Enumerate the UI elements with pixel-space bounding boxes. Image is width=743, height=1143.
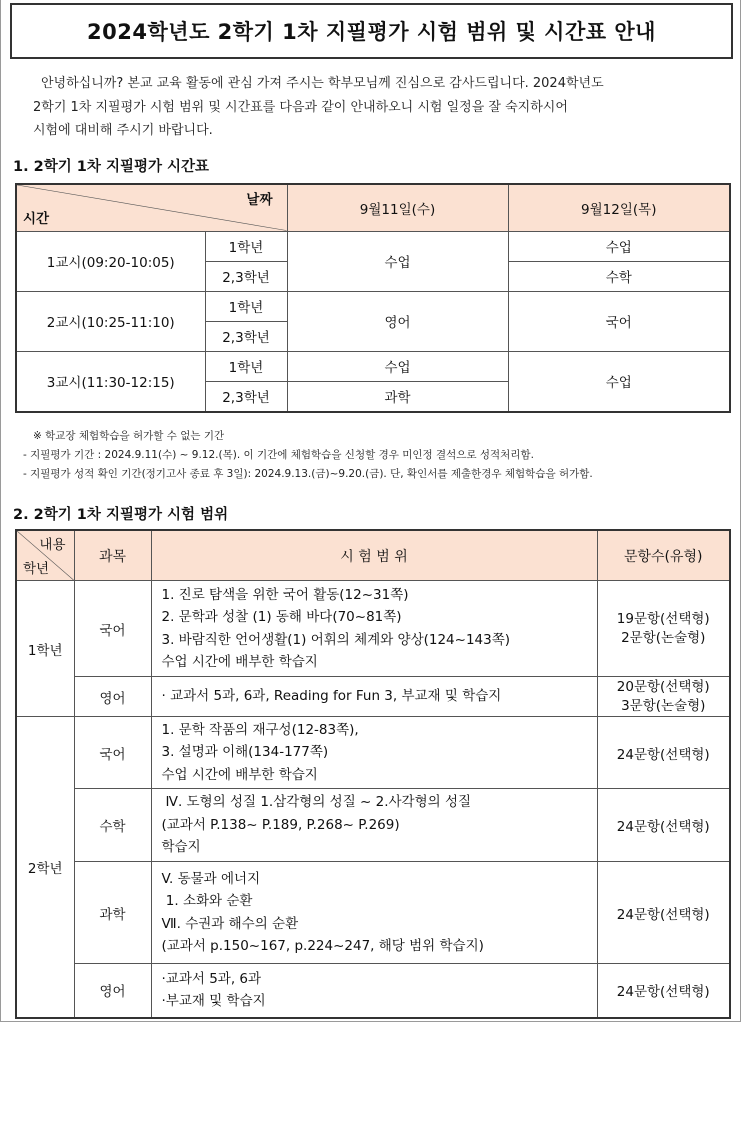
range-line: 수업 시간에 배부한 학습지 <box>161 766 318 783</box>
period-label: 1교시(09:20-10:05) <box>16 231 205 291</box>
subject-cell: 수학 <box>74 789 151 862</box>
range-line: Ⅳ. 도형의 성질 1.삼각형의 성질 ~ 2.사각형의 성질 <box>165 794 472 811</box>
grade-cell: 2,3학년 <box>205 321 287 351</box>
count-line: 20문항(선택형) <box>616 678 710 695</box>
exam-cell: 수학 <box>508 261 730 291</box>
count-cell: 24문항(선택형) <box>597 789 730 862</box>
range-line: 1. 진로 탐색을 위한 국어 활동(12~31쪽) <box>161 586 409 603</box>
grade-cell: 1학년 <box>205 291 287 321</box>
grade-cell: 2,3학년 <box>205 261 287 291</box>
intro-line-3: 시험에 대비해 주시기 바랍니다. <box>33 123 213 138</box>
exam-cell: 국어 <box>508 291 730 351</box>
note-line: - 지필평가 성적 확인 기간(정기고사 종료 후 3일): 2024.9.13.(금)~9.20.(금). 단, 확인서를 제출한경우 체험학습을 허가함. <box>23 468 593 480</box>
date-header-1: 9월11일(수) <box>287 184 508 231</box>
timetable-corner-cell <box>16 184 287 231</box>
count-line: 19문항(선택형) <box>616 610 710 627</box>
page-title: 2024학년도 2학기 1차 지필평가 시험 범위 및 시간표 안내 <box>10 3 733 59</box>
corner-date-label: 날짜 <box>246 192 273 208</box>
grade-label: 2학년 <box>16 717 74 1018</box>
range-corner-cell <box>16 530 74 581</box>
period-label: 2교시(10:25-11:10) <box>16 291 205 351</box>
subject-cell: 국어 <box>74 581 151 677</box>
range-cell <box>151 717 597 789</box>
range-line: ·부교재 및 학습지 <box>161 993 266 1010</box>
count-line: 3문항(논술형) <box>621 697 706 714</box>
intro-line-1: 안녕하십니까? 본교 교육 활동에 관심 가져 주시는 학부모님께 진심으로 감사드립니다. 2024학년도 <box>41 76 604 91</box>
range-line: ·교과서 5과, 6과 <box>161 970 262 987</box>
exam-cell: 수업 <box>287 351 508 381</box>
exam-cell: 수업 <box>287 231 508 291</box>
subject-cell: 과학 <box>74 862 151 964</box>
range-line: 3. 설명과 이해(134-177쪽) <box>161 744 329 761</box>
section2-title: 2. 2학기 1차 지필평가 시험 범위 <box>13 507 229 523</box>
range-cell <box>151 964 597 1018</box>
grade-label: 1학년 <box>16 581 74 717</box>
exam-cell: 과학 <box>287 381 508 412</box>
corner-content-label: 내용 <box>39 537 66 553</box>
exam-cell: 영어 <box>287 291 508 351</box>
grade-cell: 1학년 <box>205 231 287 261</box>
exam-cell: 수업 <box>508 351 730 412</box>
count-line: 2문항(논술형) <box>621 629 706 646</box>
count-cell: 24문항(선택형) <box>597 717 730 789</box>
exam-range-table <box>15 529 731 1019</box>
subject-cell: 영어 <box>74 964 151 1018</box>
corner-grade-label: 학년 <box>23 561 50 577</box>
range-header: 시 험 범 위 <box>151 530 597 581</box>
date-header-2: 9월12일(목) <box>508 184 730 231</box>
count-cell <box>597 677 730 717</box>
range-line: V. 동물과 에너지 <box>161 870 261 887</box>
range-line: 학습지 <box>161 839 201 856</box>
grade-cell: 1학년 <box>205 351 287 381</box>
note-line: - 지필평가 기간 : 2024.9.11(수) ~ 9.12.(목). 이 기간에 체험학습을 신청할 경우 미인정 결석으로 성적처리함. <box>23 449 534 461</box>
range-line: Ⅶ. 수권과 해수의 순환 <box>161 915 299 932</box>
corner-time-label: 시간 <box>23 210 50 227</box>
intro-line-2: 2학기 1차 지필평가 시험 범위 및 시간표를 다음과 같이 안내하오니 시험 일정을 잘 숙지하시어 <box>33 99 568 115</box>
count-cell: 24문항(선택형) <box>597 964 730 1018</box>
grade-cell: 2,3학년 <box>205 381 287 412</box>
range-line: 1. 소화와 순환 <box>161 893 253 909</box>
subject-cell: 국어 <box>74 717 151 789</box>
range-line: (교과서 P.138~ P.189, P.268~ P.269) <box>161 816 400 833</box>
note-heading: ※ 학교장 체험학습을 허가할 수 없는 기간 <box>33 430 225 442</box>
intro-paragraph <box>33 72 723 143</box>
range-line: 1. 문학 작품의 재구성(12-83쪽), <box>161 721 359 738</box>
notes <box>23 427 738 484</box>
range-cell: · 교과서 5과, 6과, Reading for Fun 3, 부교재 및 학습지 <box>151 677 597 717</box>
range-cell <box>151 862 597 964</box>
range-line: (교과서 p.150~167, p.224~247, 해당 범위 학습지) <box>161 938 484 954</box>
range-line: 3. 바람직한 언어생활(1) 어휘의 체계와 양상(124~143쪽) <box>161 631 511 648</box>
period-label: 3교시(11:30-12:15) <box>16 351 205 412</box>
section1-title: 1. 2학기 1차 지필평가 시간표 <box>13 159 210 175</box>
range-cell <box>151 581 597 677</box>
range-line: 2. 문학과 성찰 (1) 동해 바다(70~81쪽) <box>161 609 402 625</box>
range-line: 수업 시간에 배부한 학습지 <box>161 654 318 670</box>
subject-cell: 영어 <box>74 677 151 717</box>
range-cell <box>151 789 597 862</box>
count-cell: 24문항(선택형) <box>597 862 730 964</box>
count-cell <box>597 581 730 677</box>
count-header: 문항수(유형) <box>597 530 730 581</box>
timetable <box>15 183 731 413</box>
subject-header: 과목 <box>74 530 151 581</box>
exam-cell: 수업 <box>508 231 730 261</box>
